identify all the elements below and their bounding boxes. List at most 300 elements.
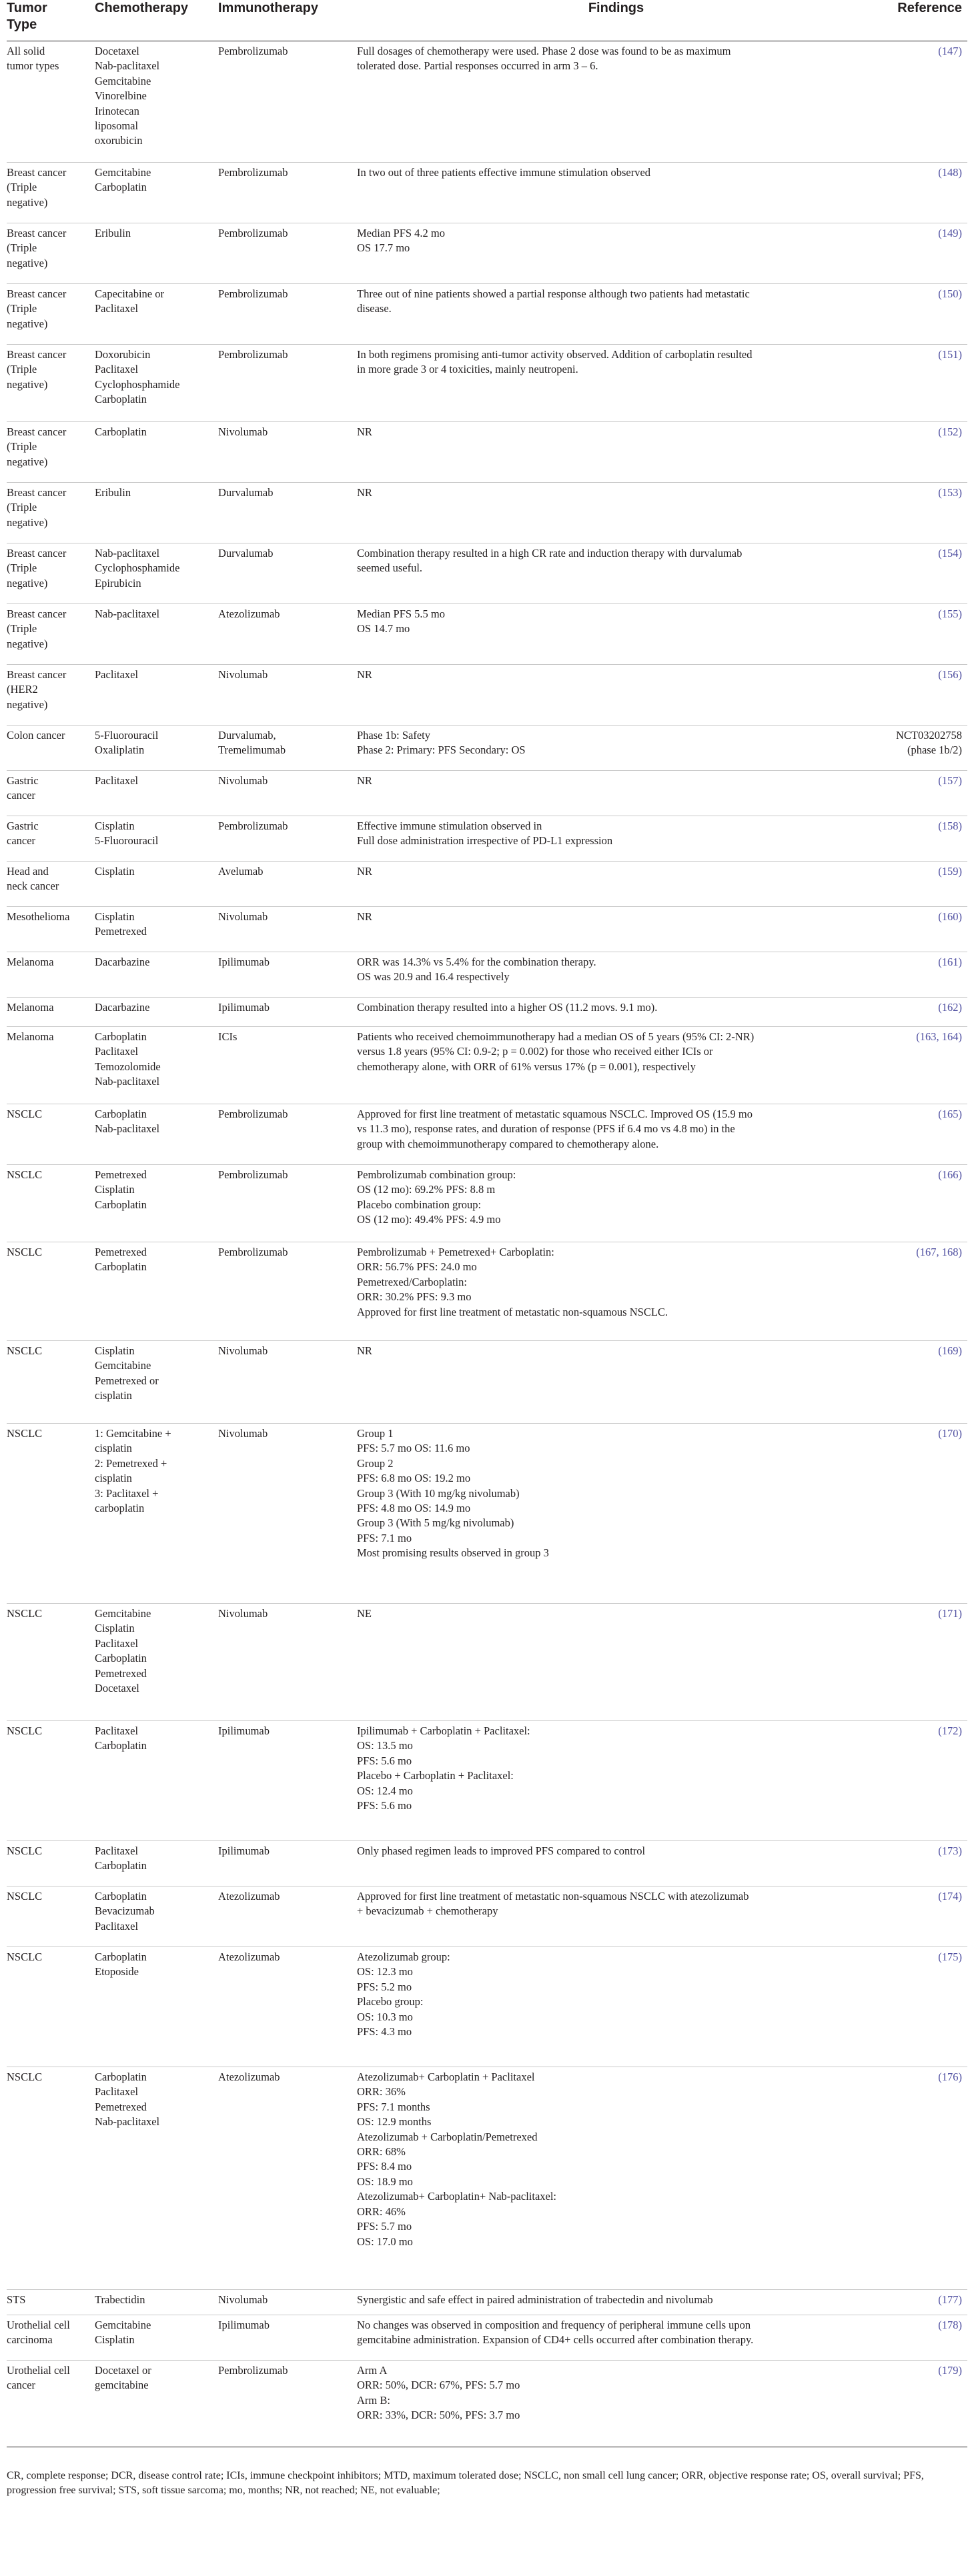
chemotherapy-cell [95, 1720, 218, 1840]
findings-text: Most promising results observed in group 3 [357, 1546, 549, 1560]
tumor-type-text: negative) [7, 377, 48, 391]
reference-cell [881, 1242, 967, 1340]
chemotherapy-cell [95, 2067, 218, 2289]
chemotherapy-text: Eribulin [95, 226, 131, 239]
tumor-type-text: NSCLC [7, 1844, 43, 1857]
tumor-type-cell [7, 543, 95, 603]
tumor-type-cell [7, 2315, 95, 2360]
reference-link[interactable]: (161) [938, 955, 962, 968]
reference-link[interactable]: (177) [938, 2293, 962, 2306]
chemotherapy-text: liposomal [95, 119, 139, 132]
chemotherapy-text: Cisplatin [95, 2333, 135, 2347]
findings-text: ORR: 30.2% PFS: 9.3 mo [357, 1290, 472, 1304]
tumor-type-text: Breast cancer [7, 668, 67, 681]
findings-text: ORR: 68% [357, 2145, 406, 2158]
findings-text: In two out of three patients effective immune stimulation observed [357, 165, 651, 179]
reference-link[interactable]: (154) [938, 546, 962, 559]
chemotherapy-cell [95, 952, 218, 997]
findings-text: PFS: 5.6 mo [357, 1754, 412, 1767]
chemotherapy-text: Trabectidin [95, 2293, 145, 2306]
table-row [7, 1164, 967, 1242]
chemotherapy-text: 2: Pemetrexed + [95, 1456, 167, 1470]
immunotherapy-cell [218, 1423, 357, 1603]
immunotherapy-text: Durvalumab, [218, 728, 276, 742]
reference-link[interactable]: (166) [938, 1168, 962, 1181]
findings-text: NR [357, 668, 372, 681]
immunotherapy-text: Pembrolizumab [218, 165, 288, 179]
findings-text: Placebo group: [357, 1995, 424, 2009]
chemotherapy-cell [95, 997, 218, 1026]
chemotherapy-text: Cyclophosphamide [95, 377, 180, 391]
tumor-type-cell [7, 421, 95, 482]
immunotherapy-cell [218, 725, 357, 770]
chemotherapy-text: Paclitaxel [95, 363, 139, 376]
reference-link[interactable]: (159) [938, 864, 962, 878]
findings-text: Phase 1b: Safety [357, 728, 430, 742]
reference-link[interactable]: (175) [938, 1950, 962, 1963]
chemotherapy-text: Paclitaxel [95, 2085, 139, 2099]
tumor-type-text: Breast cancer [7, 287, 67, 300]
findings-text: OS (12 mo): 69.2% PFS: 8.8 m [357, 1183, 496, 1196]
table-row [7, 1242, 967, 1340]
chemotherapy-cell [95, 2315, 218, 2360]
chemotherapy-text: Cisplatin [95, 819, 135, 832]
chemotherapy-text: Carboplatin [95, 1950, 147, 1963]
table-body [7, 41, 967, 2447]
chemotherapy-text: Carboplatin [95, 1260, 147, 1274]
reference-cell [881, 223, 967, 283]
findings-text: NR [357, 774, 372, 787]
table-row [7, 603, 967, 664]
chemotherapy-text: Cisplatin [95, 910, 135, 923]
findings-text: OS: 12.9 months [357, 2115, 432, 2129]
findings-cell [357, 1242, 881, 1340]
tumor-type-text: Breast cancer [7, 607, 67, 620]
immunotherapy-cell [218, 162, 357, 223]
table-row [7, 1840, 967, 1886]
table-row [7, 1947, 967, 2067]
chemotherapy-text: Carboplatin [95, 181, 147, 194]
tumor-type-text: (Triple [7, 241, 37, 255]
reference-cell [881, 770, 967, 816]
chemotherapy-text: gemcitabine [95, 2379, 149, 2392]
findings-text: OS (12 mo): 49.4% PFS: 4.9 mo [357, 1213, 501, 1226]
reference-link[interactable]: (156) [938, 668, 962, 681]
reference-cell [881, 952, 967, 997]
findings-text: OS was 20.9 and 16.4 respectively [357, 970, 510, 984]
tumor-type-text: NSCLC [7, 1426, 43, 1440]
reference-link[interactable]: (158) [938, 819, 962, 832]
tumor-type-cell [7, 1423, 95, 1603]
immunotherapy-cell [218, 223, 357, 283]
reference-link[interactable]: (170) [938, 1426, 962, 1440]
immunotherapy-text: Pembrolizumab [218, 1168, 288, 1181]
table-row [7, 1423, 967, 1603]
findings-text: Pembrolizumab + Pemetrexed+ Carboplatin: [357, 1245, 554, 1258]
tumor-type-text: (Triple [7, 622, 37, 635]
chemotherapy-cell [95, 1242, 218, 1340]
chemotherapy-cell [95, 1026, 218, 1104]
chemotherapy-text: Paclitaxel [95, 1919, 139, 1933]
reference-cell [881, 41, 967, 162]
reference-link[interactable]: (152) [938, 425, 962, 438]
reference-link[interactable]: (176) [938, 2070, 962, 2083]
reference-text: (phase 1b/2) [907, 744, 962, 757]
immunotherapy-cell [218, 344, 357, 421]
header-immunotherapy: Immunotherapy [218, 1, 319, 15]
chemotherapy-text: Temozolomide [95, 1060, 161, 1073]
tumor-type-cell [7, 603, 95, 664]
table-row [7, 997, 967, 1026]
reference-link[interactable]: (179) [938, 2363, 962, 2377]
reference-link[interactable]: (169) [938, 1344, 962, 1357]
reference-cell [881, 162, 967, 223]
reference-link[interactable]: (162) [938, 1000, 962, 1014]
findings-cell [357, 1720, 881, 1840]
chemotherapy-text: Docetaxel or [95, 2363, 151, 2377]
tumor-type-text: NSCLC [7, 1889, 43, 1902]
immunotherapy-cell [218, 1164, 357, 1242]
reference-cell [881, 1104, 967, 1164]
findings-text: OS 14.7 mo [357, 622, 410, 635]
chemotherapy-text: oxorubicin [95, 134, 143, 147]
table-row [7, 41, 967, 162]
tumor-type-text: Mesothelioma [7, 910, 70, 923]
chemotherapy-cell [95, 1423, 218, 1603]
findings-text: OS: 12.4 mo [357, 1784, 413, 1797]
chemotherapy-text: Eribulin [95, 485, 131, 499]
immunotherapy-text: Pembrolizumab [218, 1107, 288, 1120]
findings-text: ORR: 56.7% PFS: 24.0 mo [357, 1260, 477, 1274]
reference-link[interactable]: (163, 164) [916, 1030, 962, 1043]
findings-cell [357, 861, 881, 906]
tumor-type-text: NSCLC [7, 1245, 43, 1258]
tumor-type-cell [7, 1026, 95, 1104]
table-row [7, 1340, 967, 1423]
tumor-type-cell [7, 1603, 95, 1720]
chemotherapy-text: Carboplatin [95, 1889, 147, 1902]
findings-cell [357, 2067, 881, 2289]
chemotherapy-text: Pemetrexed [95, 2100, 147, 2113]
findings-text: OS: 12.3 mo [357, 1965, 413, 1979]
tumor-type-text: NSCLC [7, 1168, 43, 1181]
table-row [7, 770, 967, 816]
reference-link[interactable]: (160) [938, 910, 962, 923]
chemotherapy-text: Dacarbazine [95, 955, 150, 968]
tumor-type-cell [7, 1164, 95, 1242]
chemotherapy-text: Carboplatin [95, 1030, 147, 1043]
findings-text: Phase 2: Primary: PFS Secondary: OS [357, 744, 526, 757]
findings-text: Group 1 [357, 1426, 394, 1440]
chemotherapy-cell [95, 1886, 218, 1947]
findings-cell [357, 482, 881, 543]
table-row [7, 664, 967, 725]
chemotherapy-text: Vinorelbine [95, 89, 147, 103]
chemotherapy-text: Nab-paclitaxel [95, 59, 160, 73]
findings-text: PFS: 7.1 mo [357, 1531, 412, 1544]
table-row [7, 283, 967, 344]
tumor-type-text: (HER2 [7, 683, 38, 696]
findings-cell [357, 603, 881, 664]
findings-text: chemotherapy alone, with ORR of 61% versus 17% (p = 0.001), respectively [357, 1060, 696, 1073]
tumor-type-cell [7, 2289, 95, 2315]
immunotherapy-cell [218, 2315, 357, 2360]
reference-link[interactable]: (148) [938, 165, 962, 179]
findings-text: PFS: 5.6 mo [357, 1798, 412, 1812]
immunotherapy-text: Nivolumab [218, 774, 268, 787]
table-row [7, 1886, 967, 1947]
findings-text: + bevacizumab + chemotherapy [357, 1904, 498, 1918]
chemotherapy-text: Paclitaxel [95, 1844, 139, 1857]
chemotherapy-text: Pemetrexed [95, 925, 147, 938]
tumor-type-cell [7, 1720, 95, 1840]
tumor-type-cell [7, 2360, 95, 2447]
immunotherapy-cell [218, 2067, 357, 2289]
immunotherapy-cell [218, 421, 357, 482]
tumor-type-text: Melanoma [7, 1000, 54, 1014]
tumor-type-text: Breast cancer [7, 425, 67, 438]
findings-cell [357, 816, 881, 861]
tumor-type-text: Breast cancer [7, 347, 67, 361]
reference-cell [881, 2360, 967, 2447]
reference-text: NCT03202758 [896, 728, 962, 742]
reference-cell [881, 1423, 967, 1603]
findings-text: Approved for first line treatment of metastatic non-squamous NSCLC with atezolizumab [357, 1889, 749, 1902]
chemotherapy-text: Etoposide [95, 1965, 139, 1979]
findings-text: Effective immune stimulation observed in [357, 819, 542, 832]
chemotherapy-text: Carboplatin [95, 1859, 147, 1872]
immunotherapy-cell [218, 1104, 357, 1164]
tumor-type-cell [7, 482, 95, 543]
findings-text: Arm A [357, 2363, 388, 2377]
tumor-type-text: Breast cancer [7, 226, 67, 239]
table-row [7, 2315, 967, 2360]
chemotherapy-text: Pemetrexed [95, 1245, 147, 1258]
tumor-type-text: carcinoma [7, 2333, 53, 2347]
findings-text: NR [357, 1344, 372, 1357]
findings-cell [357, 223, 881, 283]
tumor-type-text: NSCLC [7, 1950, 43, 1963]
tumor-type-cell [7, 1340, 95, 1423]
immunotherapy-text: Durvalumab [218, 546, 274, 559]
reference-cell [881, 603, 967, 664]
tumor-type-cell [7, 344, 95, 421]
tumor-type-cell [7, 1947, 95, 2067]
reference-cell [881, 1026, 967, 1104]
immunotherapy-text: Atezolizumab [218, 2070, 280, 2083]
reference-cell [881, 664, 967, 725]
tumor-type-text: tumor types [7, 59, 59, 73]
reference-link[interactable]: (165) [938, 1107, 962, 1120]
immunotherapy-text: Nivolumab [218, 1426, 268, 1440]
findings-text: NR [357, 864, 372, 878]
findings-text: PFS: 4.8 mo OS: 14.9 mo [357, 1501, 471, 1514]
findings-text: ORR: 50%, DCR: 67%, PFS: 5.7 mo [357, 2379, 520, 2392]
tumor-type-cell [7, 725, 95, 770]
table-row [7, 1720, 967, 1840]
findings-text: Approved for first line treatment of metastatic squamous NSCLC. Improved OS (15.9 mo [357, 1107, 753, 1120]
reference-link[interactable]: (157) [938, 774, 962, 787]
findings-text: versus 1.8 years (95% CI: 0.9-2; p = 0.002) for those who received either ICIs or [357, 1045, 713, 1058]
reference-cell [881, 1164, 967, 1242]
tumor-type-text: negative) [7, 195, 48, 209]
immunotherapy-cell [218, 861, 357, 906]
findings-text: Arm B: [357, 2393, 390, 2407]
tumor-type-text: negative) [7, 576, 48, 589]
findings-text: Pembrolizumab combination group: [357, 1168, 516, 1181]
immunotherapy-cell [218, 543, 357, 603]
findings-cell [357, 997, 881, 1026]
findings-cell [357, 421, 881, 482]
chemotherapy-text: Pemetrexed or [95, 1374, 159, 1387]
chemotherapy-text: Pemetrexed [95, 1168, 147, 1181]
findings-text: PFS: 7.1 months [357, 2100, 430, 2113]
chemotherapy-text: Dacarbazine [95, 1000, 150, 1014]
table-row [7, 2067, 967, 2289]
tumor-type-text: Urothelial cell [7, 2363, 70, 2377]
findings-text: PFS: 5.7 mo [357, 2220, 412, 2233]
immunotherapy-text: Durvalumab [218, 485, 274, 499]
chemotherapy-text: Nab-paclitaxel [95, 1122, 160, 1136]
tumor-type-text: NSCLC [7, 1344, 43, 1357]
immunotherapy-cell [218, 1886, 357, 1947]
table-footnote: CR, complete response; DCR, disease control rate; ICIs, immune checkpoint inhibitors; MTD, maximum tolerated dose; NSCLC, non small cell lung cancer; ORR, objective response rate; OS, overall survival; PFS, progression free survival; STS, soft tissue sarcoma; mo, months; NR, not reached; NE, not evaluable; [7, 2447, 967, 2498]
reference-link[interactable]: (178) [938, 2318, 962, 2331]
chemotherapy-text: 1: Gemcitabine + [95, 1426, 171, 1440]
tumor-type-cell [7, 1104, 95, 1164]
tumor-type-cell [7, 1242, 95, 1340]
immunotherapy-text: Pembrolizumab [218, 347, 288, 361]
chemotherapy-text: Nab-paclitaxel [95, 546, 160, 559]
chemotherapy-cell [95, 725, 218, 770]
findings-text: OS: 18.9 mo [357, 2175, 413, 2188]
findings-text: PFS: 5.2 mo [357, 1980, 412, 1993]
findings-text: NR [357, 910, 372, 923]
findings-text: Median PFS 5.5 mo [357, 607, 446, 620]
tumor-type-text: cancer [7, 2379, 36, 2392]
chemotherapy-cell [95, 770, 218, 816]
chemotherapy-text: Cisplatin [95, 1622, 135, 1635]
immunotherapy-cell [218, 1720, 357, 1840]
findings-text: OS 17.7 mo [357, 241, 410, 255]
reference-cell [881, 1720, 967, 1840]
findings-text: Placebo + Carboplatin + Paclitaxel: [357, 1769, 514, 1782]
tumor-type-text: Head and [7, 864, 49, 878]
findings-text: in more grade 3 or 4 toxicities, mainly neutropeni. [357, 363, 578, 376]
chemotherapy-text: 3: Paclitaxel + [95, 1486, 159, 1500]
chemotherapy-cell [95, 283, 218, 344]
findings-text: Three out of nine patients showed a partial response although two patients had metastatic [357, 287, 750, 300]
findings-text: Pemetrexed/Carboplatin: [357, 1275, 467, 1288]
tumor-type-cell [7, 1840, 95, 1886]
tumor-type-text: Gastric [7, 819, 39, 832]
tumor-type-text: Breast cancer [7, 485, 67, 499]
chemotherapy-text: Gemcitabine [95, 1606, 151, 1620]
tumor-type-text: Urothelial cell [7, 2318, 70, 2331]
tumor-type-text: negative) [7, 256, 48, 269]
tumor-type-text: neck cancer [7, 880, 59, 893]
immunotherapy-text: Ipilimumab [218, 1724, 270, 1737]
reference-cell [881, 2067, 967, 2289]
findings-text: ORR was 14.3% vs 5.4% for the combination therapy. [357, 955, 596, 968]
findings-text: Combination therapy resulted into a higher OS (11.2 movs. 9.1 mo). [357, 1000, 658, 1014]
table-row [7, 861, 967, 906]
findings-text: Atezolizumab + Carboplatin/Pemetrexed [357, 2130, 538, 2143]
reference-link[interactable]: (172) [938, 1724, 962, 1737]
reference-link[interactable]: (171) [938, 1606, 962, 1620]
immunotherapy-text: Ipilimumab [218, 1000, 270, 1014]
findings-text: gemcitabine administration. Expansion of CD4+ cells occurred after combination therapy. [357, 2333, 754, 2347]
findings-cell [357, 162, 881, 223]
findings-cell [357, 543, 881, 603]
immunotherapy-cell [218, 906, 357, 952]
reference-link[interactable]: (155) [938, 607, 962, 620]
findings-text: In both regimens promising anti-tumor activity observed. Addition of carboplatin resulted [357, 347, 753, 361]
reference-link[interactable]: (173) [938, 1844, 962, 1857]
immunotherapy-text: Pembrolizumab [218, 2363, 288, 2377]
header-chemotherapy: Chemotherapy [95, 1, 189, 15]
immunotherapy-cell [218, 1840, 357, 1886]
immunotherapy-text: Nivolumab [218, 1606, 268, 1620]
chemotherapy-text: Carboplatin [95, 1198, 147, 1211]
chemotherapy-text: cisplatin [95, 1442, 132, 1455]
findings-text: OS: 10.3 mo [357, 2010, 413, 2023]
chemotherapy-text: Cisplatin [95, 864, 135, 878]
reference-link[interactable]: (150) [938, 287, 962, 300]
tumor-type-text: negative) [7, 455, 48, 468]
reference-link[interactable]: (174) [938, 1889, 962, 1902]
chemotherapy-cell [95, 906, 218, 952]
header-tumor-line2: Type [7, 17, 37, 33]
tumor-type-cell [7, 770, 95, 816]
table-row [7, 1026, 967, 1104]
findings-text: NE [357, 1606, 372, 1620]
reference-link[interactable]: (151) [938, 347, 962, 361]
findings-cell [357, 1026, 881, 1104]
immunotherapy-text: Ipilimumab [218, 955, 270, 968]
chemotherapy-text: Carboplatin [95, 2070, 147, 2083]
chemotherapy-cell [95, 223, 218, 283]
chemotherapy-text: 5-Fluorouracil [95, 728, 159, 742]
immunotherapy-cell [218, 770, 357, 816]
reference-link[interactable]: (149) [938, 226, 962, 239]
findings-text: Synergistic and safe effect in paired administration of trabectedin and nivolumab [357, 2293, 713, 2306]
reference-link[interactable]: (153) [938, 485, 962, 499]
tumor-type-text: NSCLC [7, 1606, 43, 1620]
chemotherapy-text: Gemcitabine [95, 165, 151, 179]
tumor-type-cell [7, 906, 95, 952]
findings-cell [357, 1886, 881, 1947]
chemotherapy-text: Paclitaxel [95, 1724, 139, 1737]
reference-link[interactable]: (147) [938, 44, 962, 57]
chemotherapy-text: Cisplatin [95, 1183, 135, 1196]
findings-text: ORR: 46% [357, 2205, 406, 2218]
table-row [7, 482, 967, 543]
findings-text: Placebo combination group: [357, 1198, 482, 1211]
reference-link[interactable]: (167, 168) [916, 1245, 962, 1258]
immunotherapy-text: Ipilimumab [218, 1844, 270, 1857]
immunotherapy-text: Nivolumab [218, 668, 268, 681]
reference-cell [881, 2315, 967, 2360]
findings-text: Atezolizumab+ Carboplatin+ Nab-paclitaxel: [357, 2190, 557, 2203]
reference-cell [881, 725, 967, 770]
immunotherapy-cell [218, 816, 357, 861]
findings-text: OS: 13.5 mo [357, 1739, 413, 1752]
findings-cell [357, 1340, 881, 1423]
tumor-type-text: (Triple [7, 440, 37, 453]
findings-cell [357, 906, 881, 952]
tumor-type-text: Melanoma [7, 1030, 54, 1043]
